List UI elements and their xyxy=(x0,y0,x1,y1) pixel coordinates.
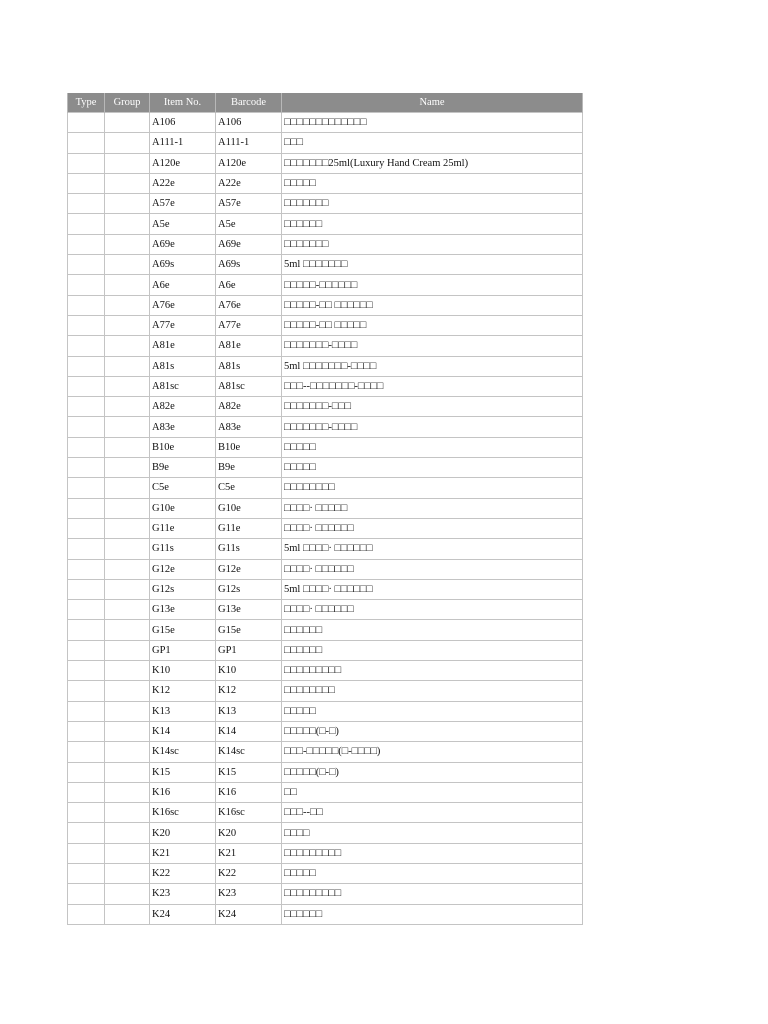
cell-item-no: A57e xyxy=(150,194,216,214)
cell-group xyxy=(105,356,150,376)
cell-type xyxy=(68,539,105,559)
table-row xyxy=(68,701,583,721)
cell-item-no: K24 xyxy=(150,904,216,924)
table-row xyxy=(68,478,583,498)
header-barcode: Barcode xyxy=(216,93,282,113)
cell-barcode: K22 xyxy=(216,863,282,883)
cell-name: □□□□□-□□□□□□ xyxy=(282,275,583,295)
table-row xyxy=(68,782,583,802)
cell-type xyxy=(68,356,105,376)
cell-item-no: K22 xyxy=(150,863,216,883)
table-row xyxy=(68,295,583,315)
cell-barcode: G15e xyxy=(216,620,282,640)
cell-group xyxy=(105,113,150,133)
cell-type xyxy=(68,600,105,620)
table-row xyxy=(68,214,583,234)
header-type: Type xyxy=(68,93,105,113)
table-header-row xyxy=(68,93,583,113)
cell-name: □□□□□□□25ml(Luxury Hand Cream 25ml) xyxy=(282,153,583,173)
table-row xyxy=(68,884,583,904)
cell-type xyxy=(68,113,105,133)
cell-item-no: A77e xyxy=(150,315,216,335)
cell-group xyxy=(105,721,150,741)
table-row xyxy=(68,803,583,823)
cell-type xyxy=(68,620,105,640)
cell-barcode: K16 xyxy=(216,782,282,802)
cell-name: □□□□· □□□□□□ xyxy=(282,518,583,538)
cell-group xyxy=(105,437,150,457)
cell-group xyxy=(105,255,150,275)
cell-type xyxy=(68,458,105,478)
cell-name: □□□□□□□□□ xyxy=(282,843,583,863)
cell-barcode: A82e xyxy=(216,397,282,417)
cell-group xyxy=(105,336,150,356)
cell-name: 5ml □□□□□□□-□□□□ xyxy=(282,356,583,376)
cell-group xyxy=(105,498,150,518)
table-row xyxy=(68,356,583,376)
cell-item-no: K16 xyxy=(150,782,216,802)
cell-group xyxy=(105,458,150,478)
cell-item-no: K14 xyxy=(150,721,216,741)
cell-name: □□□□□□□□ xyxy=(282,681,583,701)
cell-group xyxy=(105,194,150,214)
cell-item-no: K16sc xyxy=(150,803,216,823)
cell-barcode: A5e xyxy=(216,214,282,234)
cell-name: □□□-□□□□□(□-□□□□) xyxy=(282,742,583,762)
cell-type xyxy=(68,315,105,335)
cell-barcode: K14 xyxy=(216,721,282,741)
table-row xyxy=(68,255,583,275)
cell-item-no: A81e xyxy=(150,336,216,356)
cell-item-no: A106 xyxy=(150,113,216,133)
table-row xyxy=(68,661,583,681)
table-row xyxy=(68,539,583,559)
cell-type xyxy=(68,762,105,782)
cell-barcode: G12e xyxy=(216,559,282,579)
cell-name: 5ml □□□□· □□□□□□ xyxy=(282,539,583,559)
cell-name: □□□□□□□□□ xyxy=(282,661,583,681)
cell-barcode: A69s xyxy=(216,255,282,275)
cell-name: □□□□□□□□□ xyxy=(282,884,583,904)
cell-item-no: B10e xyxy=(150,437,216,457)
cell-item-no: K12 xyxy=(150,681,216,701)
cell-group xyxy=(105,904,150,924)
cell-name: □□□□· □□□□□□ xyxy=(282,559,583,579)
header-group: Group xyxy=(105,93,150,113)
cell-item-no: G15e xyxy=(150,620,216,640)
table-row xyxy=(68,904,583,924)
table-row xyxy=(68,721,583,741)
cell-name: □□□□□□□-□□□ xyxy=(282,397,583,417)
cell-type xyxy=(68,417,105,437)
cell-type xyxy=(68,518,105,538)
table-row xyxy=(68,559,583,579)
cell-item-no: K10 xyxy=(150,661,216,681)
table-row xyxy=(68,397,583,417)
table-row xyxy=(68,640,583,660)
header-name: Name xyxy=(282,93,583,113)
cell-group xyxy=(105,559,150,579)
cell-barcode: G12s xyxy=(216,579,282,599)
cell-type xyxy=(68,133,105,153)
cell-group xyxy=(105,661,150,681)
cell-item-no: K14sc xyxy=(150,742,216,762)
cell-group xyxy=(105,518,150,538)
table-row xyxy=(68,133,583,153)
cell-barcode: K10 xyxy=(216,661,282,681)
cell-barcode: K24 xyxy=(216,904,282,924)
table-row xyxy=(68,458,583,478)
cell-group xyxy=(105,803,150,823)
cell-barcode: A76e xyxy=(216,295,282,315)
cell-name: □□□□□□□□ xyxy=(282,478,583,498)
cell-type xyxy=(68,234,105,254)
cell-name: □□□--□□ xyxy=(282,803,583,823)
cell-type xyxy=(68,823,105,843)
cell-type xyxy=(68,661,105,681)
cell-type xyxy=(68,437,105,457)
cell-type xyxy=(68,295,105,315)
cell-type xyxy=(68,275,105,295)
cell-type xyxy=(68,843,105,863)
table-row xyxy=(68,600,583,620)
cell-item-no: G12s xyxy=(150,579,216,599)
table-row xyxy=(68,620,583,640)
cell-barcode: B9e xyxy=(216,458,282,478)
cell-item-no: A81s xyxy=(150,356,216,376)
cell-item-no: K13 xyxy=(150,701,216,721)
cell-item-no: K20 xyxy=(150,823,216,843)
cell-item-no: G10e xyxy=(150,498,216,518)
cell-barcode: C5e xyxy=(216,478,282,498)
cell-type xyxy=(68,721,105,741)
cell-item-no: G12e xyxy=(150,559,216,579)
cell-barcode: K20 xyxy=(216,823,282,843)
cell-type xyxy=(68,255,105,275)
cell-name: 5ml □□□□· □□□□□□ xyxy=(282,579,583,599)
cell-name: □□□□· □□□□□ xyxy=(282,498,583,518)
cell-group xyxy=(105,823,150,843)
cell-name: □□□--□□□□□□□-□□□□ xyxy=(282,376,583,396)
cell-item-no: A5e xyxy=(150,214,216,234)
cell-item-no: K15 xyxy=(150,762,216,782)
cell-barcode: A120e xyxy=(216,153,282,173)
header-item-no: Item No. xyxy=(150,93,216,113)
cell-group xyxy=(105,742,150,762)
cell-type xyxy=(68,194,105,214)
cell-barcode: K13 xyxy=(216,701,282,721)
table-row xyxy=(68,336,583,356)
cell-group xyxy=(105,275,150,295)
table-row xyxy=(68,518,583,538)
cell-group xyxy=(105,884,150,904)
cell-type xyxy=(68,579,105,599)
cell-barcode: A22e xyxy=(216,173,282,193)
cell-barcode: K21 xyxy=(216,843,282,863)
cell-barcode: A81s xyxy=(216,356,282,376)
cell-name: □□□□□ xyxy=(282,458,583,478)
cell-group xyxy=(105,782,150,802)
cell-item-no: A76e xyxy=(150,295,216,315)
cell-barcode: K23 xyxy=(216,884,282,904)
cell-item-no: G13e xyxy=(150,600,216,620)
cell-name: □□□ xyxy=(282,133,583,153)
table-row xyxy=(68,275,583,295)
table-row xyxy=(68,762,583,782)
cell-group xyxy=(105,762,150,782)
cell-barcode: G10e xyxy=(216,498,282,518)
cell-item-no: A22e xyxy=(150,173,216,193)
cell-name: □□□□□□□-□□□□ xyxy=(282,336,583,356)
table-row xyxy=(68,579,583,599)
cell-barcode: A83e xyxy=(216,417,282,437)
cell-type xyxy=(68,173,105,193)
cell-barcode: A57e xyxy=(216,194,282,214)
cell-item-no: G11s xyxy=(150,539,216,559)
table-row xyxy=(68,194,583,214)
cell-name: □□□□□□ xyxy=(282,214,583,234)
cell-item-no: A83e xyxy=(150,417,216,437)
cell-group xyxy=(105,315,150,335)
cell-barcode: A81sc xyxy=(216,376,282,396)
cell-name: □□□□□ xyxy=(282,701,583,721)
cell-barcode: A77e xyxy=(216,315,282,335)
cell-name: □□□□ xyxy=(282,823,583,843)
cell-name: □□□□□ xyxy=(282,173,583,193)
cell-barcode: G11e xyxy=(216,518,282,538)
cell-name: □□□□□ xyxy=(282,863,583,883)
cell-group xyxy=(105,376,150,396)
cell-barcode: K14sc xyxy=(216,742,282,762)
cell-item-no: C5e xyxy=(150,478,216,498)
cell-item-no: K21 xyxy=(150,843,216,863)
table-row xyxy=(68,234,583,254)
table-row xyxy=(68,742,583,762)
cell-item-no: A111-1 xyxy=(150,133,216,153)
cell-item-no: A69e xyxy=(150,234,216,254)
cell-group xyxy=(105,579,150,599)
cell-name: □□□□□□□□□□□□□ xyxy=(282,113,583,133)
cell-item-no: K23 xyxy=(150,884,216,904)
cell-name: □□□□□(□-□) xyxy=(282,762,583,782)
cell-item-no: G11e xyxy=(150,518,216,538)
cell-barcode: A69e xyxy=(216,234,282,254)
cell-type xyxy=(68,397,105,417)
cell-barcode: A81e xyxy=(216,336,282,356)
table-row xyxy=(68,417,583,437)
cell-name: □□□□□□ xyxy=(282,904,583,924)
cell-type xyxy=(68,863,105,883)
cell-barcode: G13e xyxy=(216,600,282,620)
cell-group xyxy=(105,539,150,559)
cell-name: □□□□□□ xyxy=(282,640,583,660)
cell-type xyxy=(68,376,105,396)
cell-item-no: A6e xyxy=(150,275,216,295)
cell-group xyxy=(105,153,150,173)
cell-type xyxy=(68,701,105,721)
cell-group xyxy=(105,397,150,417)
table-row xyxy=(68,437,583,457)
cell-type xyxy=(68,904,105,924)
cell-type xyxy=(68,884,105,904)
cell-group xyxy=(105,701,150,721)
cell-barcode: K12 xyxy=(216,681,282,701)
cell-item-no: B9e xyxy=(150,458,216,478)
cell-name: □□ xyxy=(282,782,583,802)
table-row xyxy=(68,823,583,843)
cell-barcode: GP1 xyxy=(216,640,282,660)
cell-barcode: A111-1 xyxy=(216,133,282,153)
table-row xyxy=(68,681,583,701)
cell-type xyxy=(68,153,105,173)
cell-item-no: A69s xyxy=(150,255,216,275)
cell-group xyxy=(105,843,150,863)
cell-type xyxy=(68,336,105,356)
cell-group xyxy=(105,600,150,620)
cell-type xyxy=(68,559,105,579)
cell-name: □□□□□□□ xyxy=(282,234,583,254)
cell-barcode: A106 xyxy=(216,113,282,133)
table-row xyxy=(68,376,583,396)
table-row xyxy=(68,173,583,193)
cell-group xyxy=(105,234,150,254)
cell-item-no: A81sc xyxy=(150,376,216,396)
cell-type xyxy=(68,498,105,518)
cell-group xyxy=(105,640,150,660)
cell-name: 5ml □□□□□□□ xyxy=(282,255,583,275)
cell-group xyxy=(105,295,150,315)
cell-type xyxy=(68,803,105,823)
cell-barcode: B10e xyxy=(216,437,282,457)
cell-barcode: K16sc xyxy=(216,803,282,823)
cell-name: □□□□□□ xyxy=(282,620,583,640)
cell-group xyxy=(105,133,150,153)
cell-name: □□□□□□□ xyxy=(282,194,583,214)
cell-type xyxy=(68,782,105,802)
table-row xyxy=(68,863,583,883)
cell-group xyxy=(105,620,150,640)
product-table xyxy=(67,93,583,925)
table-row xyxy=(68,498,583,518)
cell-name: □□□□□□□-□□□□ xyxy=(282,417,583,437)
cell-type xyxy=(68,214,105,234)
cell-group xyxy=(105,214,150,234)
table-row xyxy=(68,843,583,863)
cell-item-no: A120e xyxy=(150,153,216,173)
cell-type xyxy=(68,478,105,498)
cell-type xyxy=(68,681,105,701)
cell-barcode: G11s xyxy=(216,539,282,559)
cell-group xyxy=(105,417,150,437)
cell-barcode: A6e xyxy=(216,275,282,295)
cell-item-no: GP1 xyxy=(150,640,216,660)
cell-name: □□□□□(□-□) xyxy=(282,721,583,741)
cell-name: □□□□□-□□ □□□□□□ xyxy=(282,295,583,315)
cell-item-no: A82e xyxy=(150,397,216,417)
cell-type xyxy=(68,742,105,762)
table-row xyxy=(68,153,583,173)
table-row xyxy=(68,315,583,335)
cell-group xyxy=(105,173,150,193)
table-row xyxy=(68,113,583,133)
cell-group xyxy=(105,478,150,498)
cell-name: □□□□□-□□ □□□□□ xyxy=(282,315,583,335)
cell-group xyxy=(105,681,150,701)
cell-type xyxy=(68,640,105,660)
cell-name: □□□□□ xyxy=(282,437,583,457)
cell-name: □□□□· □□□□□□ xyxy=(282,600,583,620)
cell-group xyxy=(105,863,150,883)
cell-barcode: K15 xyxy=(216,762,282,782)
